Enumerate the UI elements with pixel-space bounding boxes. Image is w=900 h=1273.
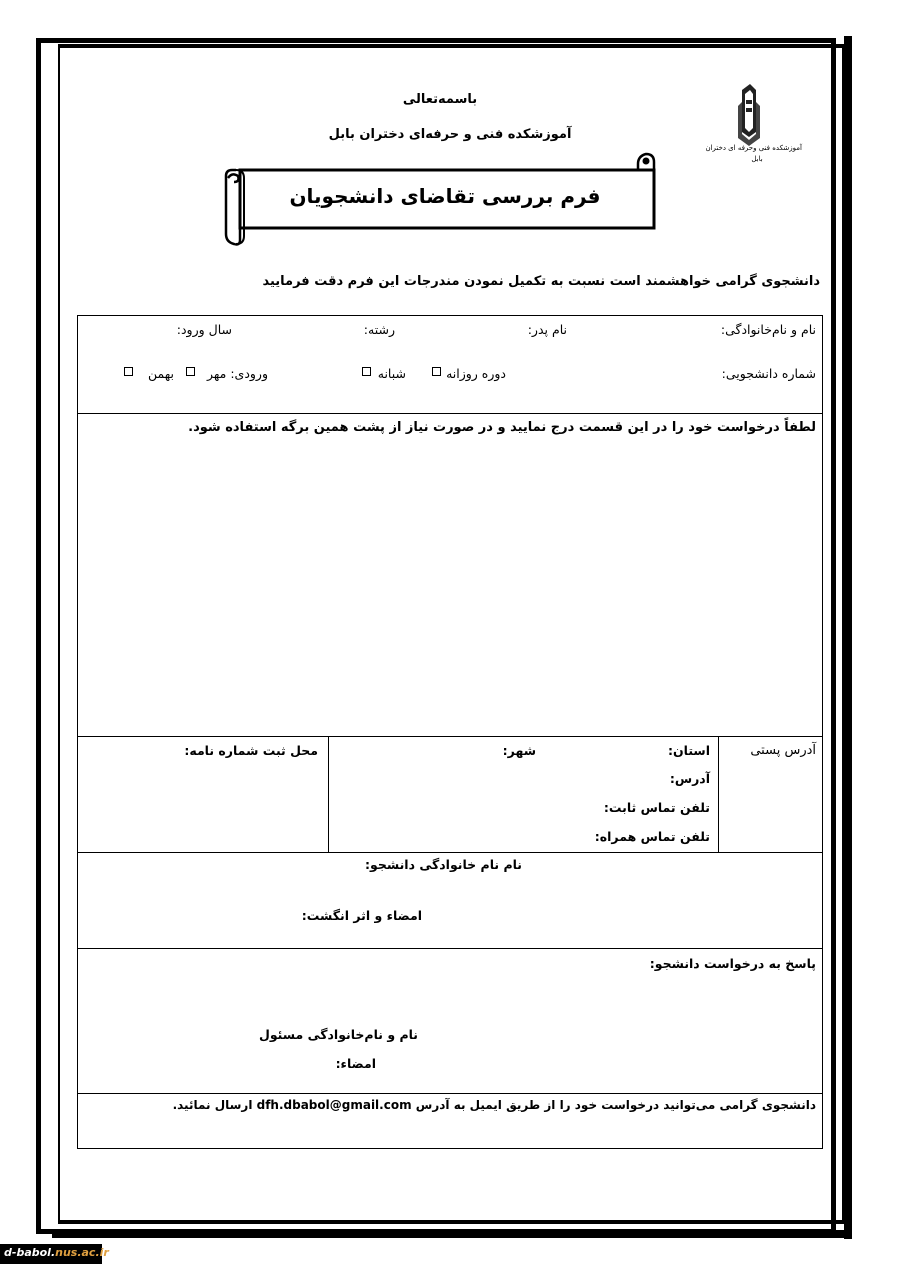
father-name-field-label: نام پدر: [527, 322, 567, 337]
frame-shadow-right [844, 36, 852, 1239]
mehr-checkbox[interactable] [186, 367, 195, 376]
basmala-text: باسمه‌تعالی [402, 92, 478, 107]
student-signature-label: امضاء و اثر انگشت: [301, 908, 422, 923]
province-label: استان: [667, 743, 710, 758]
separator-request [78, 736, 823, 737]
separator-signature [78, 948, 823, 949]
request-instruction: لطفاً درخواست خود را در این قسمت درج نمایید و در صورت نیاز از پشت همین برگه استفاده شود. [188, 420, 816, 435]
logo-caption-line1: آموزشکده فنی وحرفه ای دختران [705, 144, 802, 152]
entry-year-label: سال ورود: [176, 322, 232, 337]
form-instructions: دانشجوی گرامی خواهشمند است نسبت به تکمیل نمودن مندرجات این فرم دقت فرمایید [262, 274, 820, 289]
daytime-course-label: دوره روزانه [446, 366, 506, 381]
institution-logo [705, 82, 802, 168]
divider-postal [718, 736, 719, 852]
watermark-suffix: nus.ac.ir [55, 1246, 109, 1259]
logo-caption-line2: بابل [751, 155, 763, 163]
request-text-area[interactable] [82, 446, 818, 730]
landline-label: تلفن تماس ثابت: [603, 800, 710, 815]
city-label: شهر: [502, 743, 536, 758]
mobile-label: تلفن تماس همراه: [594, 829, 710, 844]
student-name-label: نام نام خانوادگی دانشجو: [365, 857, 522, 872]
entry-mehr-label: ورودی: مهر [207, 366, 268, 381]
postal-address-label: آدرس پستی [750, 743, 816, 758]
form-title: فرم بررسی تقاضای دانشجویان [289, 184, 601, 208]
name-field-label: نام و نام‌خانوادگی: [720, 322, 816, 337]
entry-bahman-label: بهمن [148, 366, 174, 381]
separator-address [78, 852, 823, 853]
field-of-study-label: رشته: [363, 322, 395, 337]
frame-top-line [58, 44, 844, 48]
daytime-checkbox[interactable] [432, 367, 441, 376]
frame-bottom-line [58, 1220, 844, 1224]
separator-info [78, 413, 823, 414]
email-note: دانشجوی گرامی می‌توانید درخواست خود را از طریق ایمیل به آدرس dfh.dbabol@gmail.com ارسال نمائید. [172, 1098, 816, 1112]
evening-checkbox[interactable] [362, 367, 371, 376]
divider-registry [328, 736, 329, 852]
bahman-checkbox[interactable] [124, 367, 133, 376]
address-label: آدرس: [669, 771, 710, 786]
watermark-main: d-babol. [4, 1246, 56, 1259]
registry-number-label: محل ثبت شماره نامه: [184, 743, 318, 758]
separator-response [78, 1093, 823, 1094]
officer-signature-label: امضاء: [335, 1056, 376, 1071]
student-number-label: شماره دانشجویی: [721, 366, 816, 381]
officer-name-label: نام و نام‌خانوادگی مسئول [258, 1027, 418, 1042]
form-table [77, 315, 823, 1149]
response-title: پاسخ به درخواست دانشجو: [649, 956, 816, 971]
institution-name: آموزشکده فنی و حرفه‌ای دختران بابل [328, 127, 572, 142]
site-watermark-text [4, 1246, 109, 1259]
evening-course-label: شبانه [377, 366, 406, 381]
